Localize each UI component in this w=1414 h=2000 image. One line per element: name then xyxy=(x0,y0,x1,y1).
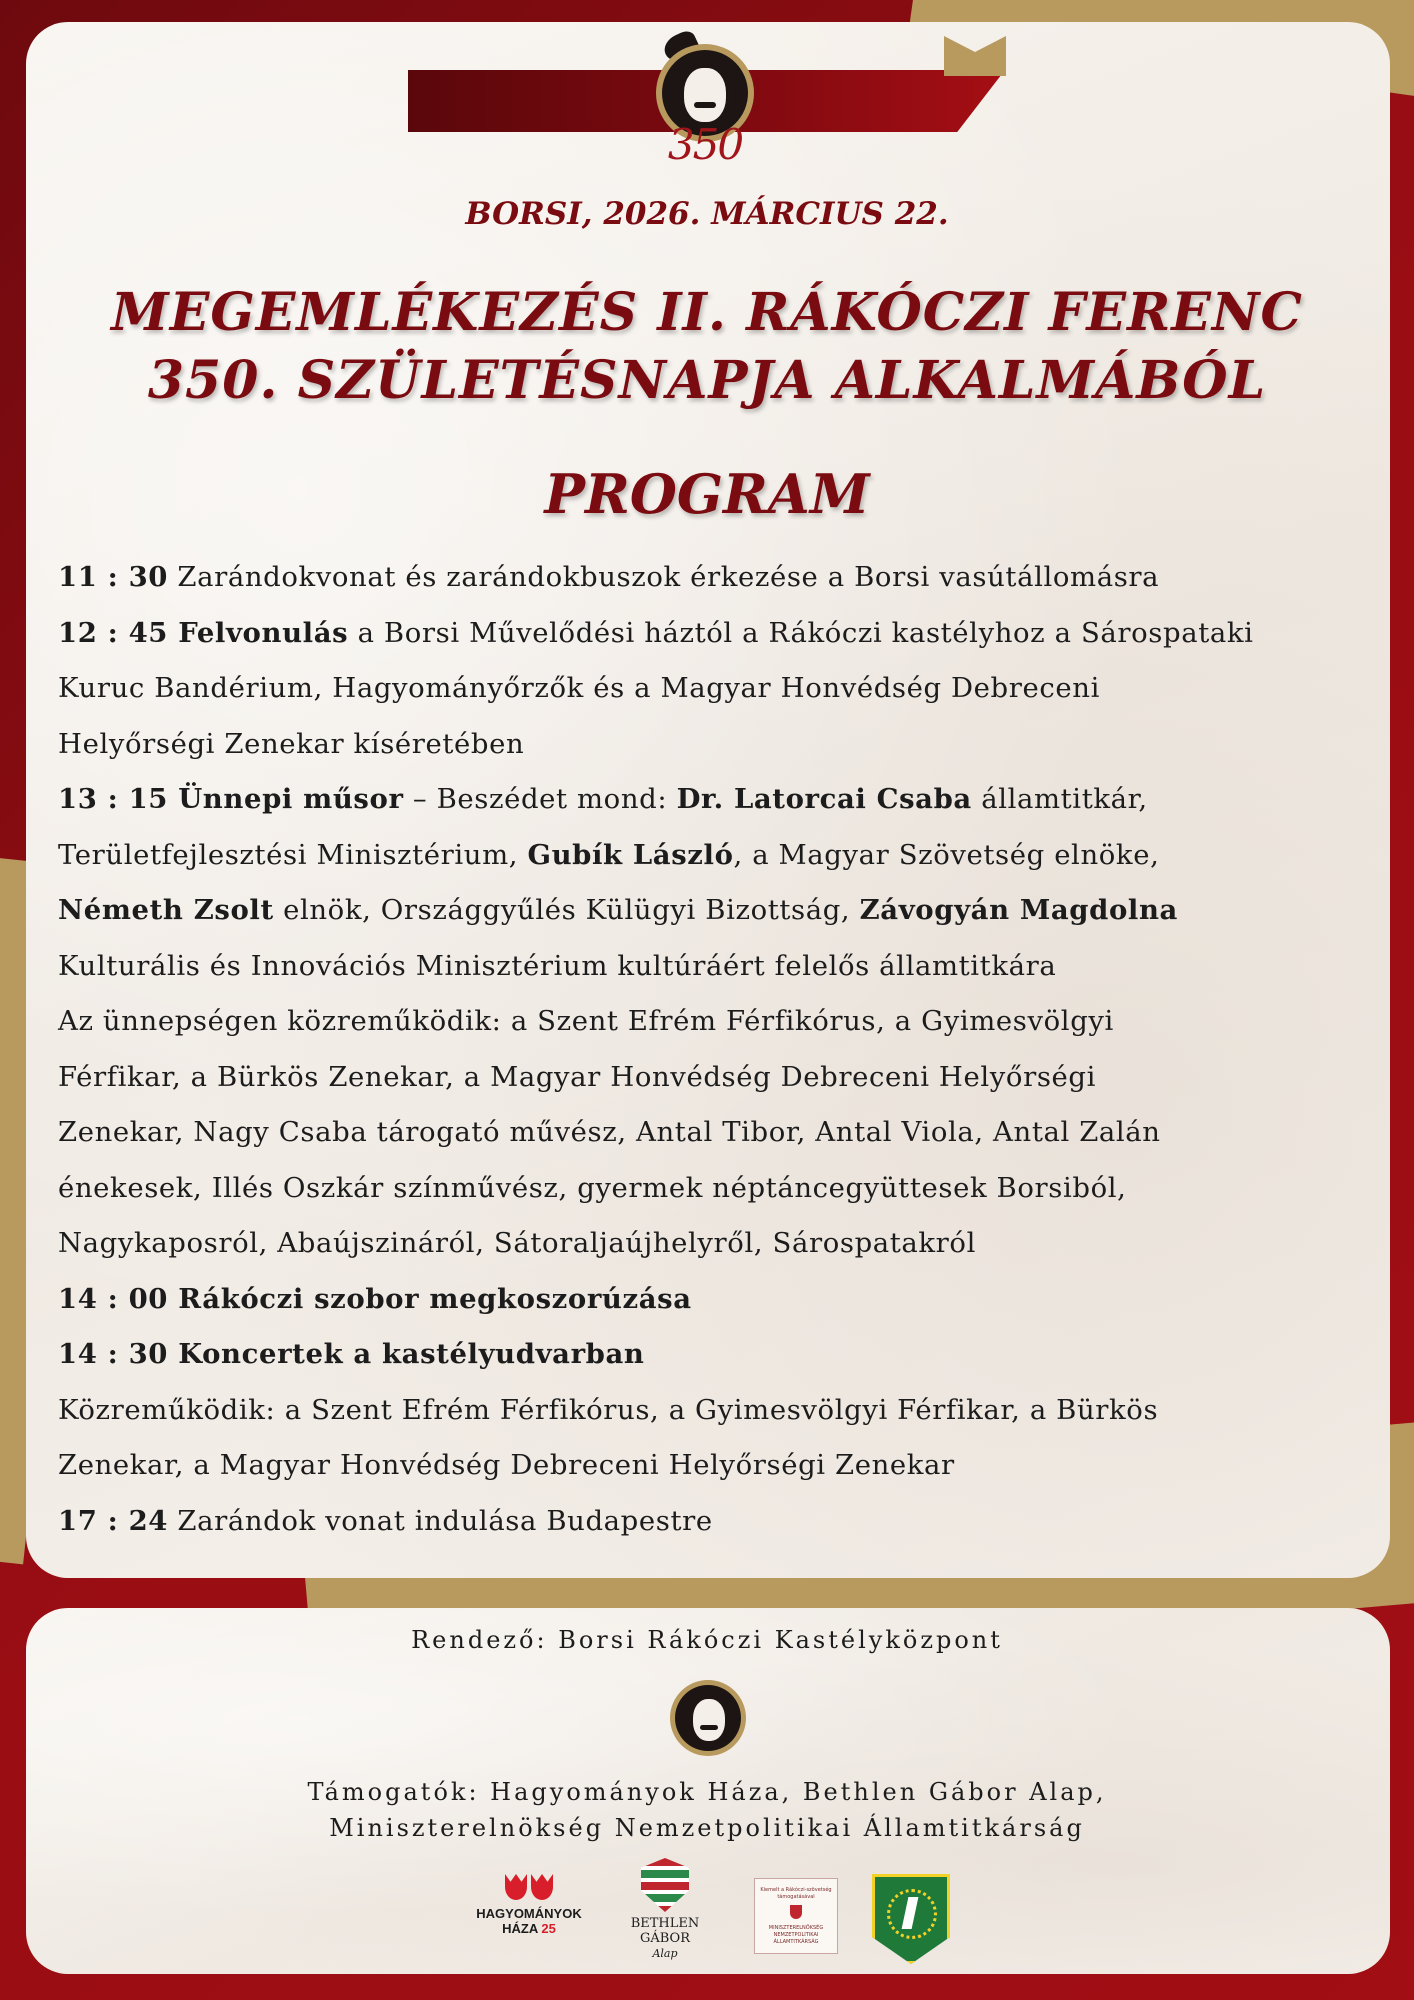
anniversary-number: 350 xyxy=(667,120,743,169)
bethlen-gabor-alap-logo xyxy=(612,1858,718,1960)
haza-logo-text: HÁZA xyxy=(502,1921,538,1936)
program-text: Közreműködik: a Szent Efrém Férfikórus, a Gyimesvölgyi Férfikar, a Bürkös xyxy=(58,1393,1159,1426)
program-line xyxy=(58,661,1358,717)
program-text: Zenekar, Nagy Csaba tárogató művész, Antal Tibor, Antal Viola, Antal Zalán xyxy=(58,1116,1161,1148)
program-text: a Borsi Művelődési háztól a Rákóczi kastélyhoz a Sárospataki xyxy=(348,616,1254,649)
hagyomanyok-haza-logo xyxy=(466,1874,592,1946)
program-line xyxy=(58,717,1358,773)
program-text: Zarándokvonat és zarándokbuszok érkezése a Borsi vasútállomásra xyxy=(168,561,1160,593)
program-text: – Beszédet mond: xyxy=(403,783,677,815)
program-text: államtitkár, xyxy=(971,783,1148,815)
rakoczi-portrait-icon xyxy=(670,1680,746,1756)
program-text: Területfejlesztési Minisztérium, xyxy=(58,838,528,871)
event-date: BORSI, 2026. MÁRCIUS 22. xyxy=(465,196,949,232)
program-text: elnök, Országgyűlés Külügyi Bizottság, xyxy=(273,894,860,926)
program-line xyxy=(58,1438,1358,1494)
sponsors-text xyxy=(0,1774,1414,1846)
program-line xyxy=(58,606,1358,662)
bethlen-logo-name: BETHLEN GÁBOR xyxy=(630,1916,700,1946)
hagyomanyok-logo-text: HAGYOMÁNYOK xyxy=(476,1906,582,1921)
miniszterelnokseg-logo xyxy=(754,1878,838,1954)
program-line xyxy=(58,883,1358,939)
page-title-line1: MEGEMLÉKEZÉS II. RÁKÓCZI FERENC xyxy=(111,282,1303,343)
program-bold-text: 14 : 30 Koncertek a kastélyudvarban xyxy=(58,1338,645,1370)
program-line xyxy=(58,1272,1358,1328)
program-text: Helyőrségi Zenekar kíséretében xyxy=(58,727,525,760)
program-line xyxy=(58,939,1358,995)
program-line xyxy=(58,1105,1358,1161)
program-bold-text: 12 : 45 Felvonulás xyxy=(58,616,349,649)
program-bold-text: Závogyán Magdolna xyxy=(859,894,1178,926)
program-heading: PROGRAM xyxy=(544,462,870,526)
page-title-line2: 350. SZÜLETÉSNAPJA ALKALMÁBÓL xyxy=(147,350,1267,411)
sponsors-line-2: Miniszterelnökség Nemzetpolitikai Államtitkárság xyxy=(329,1814,1085,1842)
program-text: Zarándok vonat indulása Budapestre xyxy=(168,1504,713,1537)
program-line xyxy=(58,550,1358,606)
haza-logo-number: 25 xyxy=(541,1921,556,1936)
program-bold-text: 13 : 15 Ünnepi műsor xyxy=(58,783,404,815)
program-line xyxy=(58,1050,1358,1106)
program-line xyxy=(58,1383,1358,1439)
gov-logo-bottom-text: MINISZTERELNÖKSÉG NEMZETPOLITIKAI ÁLLAMTITKÁRSÁG xyxy=(768,1925,824,1945)
program-list xyxy=(58,550,1358,1549)
program-text: Az ünnepségen közreműködik: a Szent Efrém Férfikórus, a Gyimesvölgyi xyxy=(58,1005,1114,1037)
program-line xyxy=(58,1216,1358,1272)
program-text: Férfikar, a Bürkös Zenekar, a Magyar Honvédség Debreceni Helyőrségi xyxy=(58,1060,1097,1093)
program-line xyxy=(58,1327,1358,1383)
program-bold-text: 14 : 00 Rákóczi szobor megkoszorúzása xyxy=(58,1282,692,1315)
bethlen-shield-icon xyxy=(641,1858,689,1912)
program-bold-text: 11 : 30 xyxy=(58,561,169,593)
program-bold-text: Gubík László xyxy=(527,838,734,871)
program-line xyxy=(58,772,1358,828)
program-line xyxy=(58,1494,1358,1550)
program-bold-text: 17 : 24 xyxy=(58,1504,169,1537)
program-text: Kulturális és Innovációs Minisztérium kultúráért felelős államtitkára xyxy=(58,949,1057,982)
program-bold-text: Dr. Latorcai Csaba xyxy=(676,783,972,815)
program-text: énekesek, Illés Oszkár színművész, gyermek néptáncegyüttesek Borsiból, xyxy=(58,1171,1127,1204)
program-line xyxy=(58,1161,1358,1217)
program-text: Kuruc Bandérium, Hagyományőrzők és a Magyar Honvédség Debreceni xyxy=(58,672,1100,704)
program-line xyxy=(58,994,1358,1050)
sponsors-line-1: Támogatók: Hagyományok Háza, Bethlen Gábor Alap, xyxy=(307,1778,1107,1806)
program-bold-text: Németh Zsolt xyxy=(58,894,274,926)
organizer-text: Rendező: Borsi Rákóczi Kastélyközpont xyxy=(411,1626,1003,1654)
program-text: Zenekar, a Magyar Honvédség Debreceni Helyőrségi Zenekar xyxy=(58,1449,955,1481)
program-text: Nagykaposról, Abaújszináról, Sátoraljaújhelyről, Sárospatakról xyxy=(58,1227,976,1259)
hungarian-crest-icon xyxy=(790,1905,802,1919)
program-line xyxy=(58,828,1358,884)
bethlen-logo-sub: Alap xyxy=(652,1947,678,1960)
program-text: , a Magyar Szövetség elnöke, xyxy=(733,838,1160,871)
gov-logo-top-text: Kiemelt a Rákóczi-szövetség támogatásával xyxy=(760,1887,832,1900)
